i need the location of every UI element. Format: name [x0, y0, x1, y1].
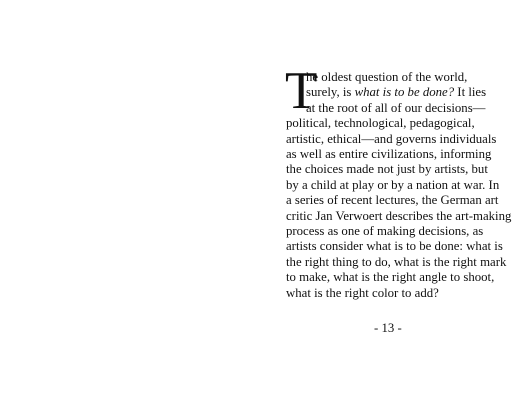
text-line-2-start: surely, is — [306, 85, 355, 100]
text-line-8: by a child at play or by a nation at war. In — [286, 177, 500, 192]
page-number: - 13 - — [374, 321, 402, 335]
text-line-14: to make, what is the right angle to shoot, — [286, 270, 495, 285]
drop-cap: T — [285, 62, 318, 120]
text-line-2-end: It lies — [454, 85, 487, 100]
text-line-7: the choices made not just by artists, but — [286, 162, 488, 177]
text-line-2 — [286, 85, 514, 100]
body-text — [285, 62, 514, 301]
text-line-11: process as one of making decisions, as — [286, 224, 484, 239]
text-line-5: artistic, ethical—and governs individuals — [286, 131, 497, 146]
text-line-4: political, technological, pedagogical, — [286, 116, 475, 131]
text-line-3: at the root of all of our decisions— — [306, 100, 486, 115]
text-line-6: as well as entire civilizations, informing — [286, 147, 492, 162]
text-line-1: he oldest question of the world, — [306, 70, 468, 84]
italic-question: what is to be done? — [354, 85, 455, 100]
text-line-10: critic Jan Verwoert describes the art-making — [286, 208, 512, 223]
text-line-13: the right thing to do, what is the right mark — [286, 254, 507, 269]
text-line-12: artists consider what is to be done: what is — [286, 239, 503, 254]
text-line-15: what is the right color to add? — [286, 285, 439, 300]
text-line-9: a series of recent lectures, the German art — [286, 193, 499, 208]
